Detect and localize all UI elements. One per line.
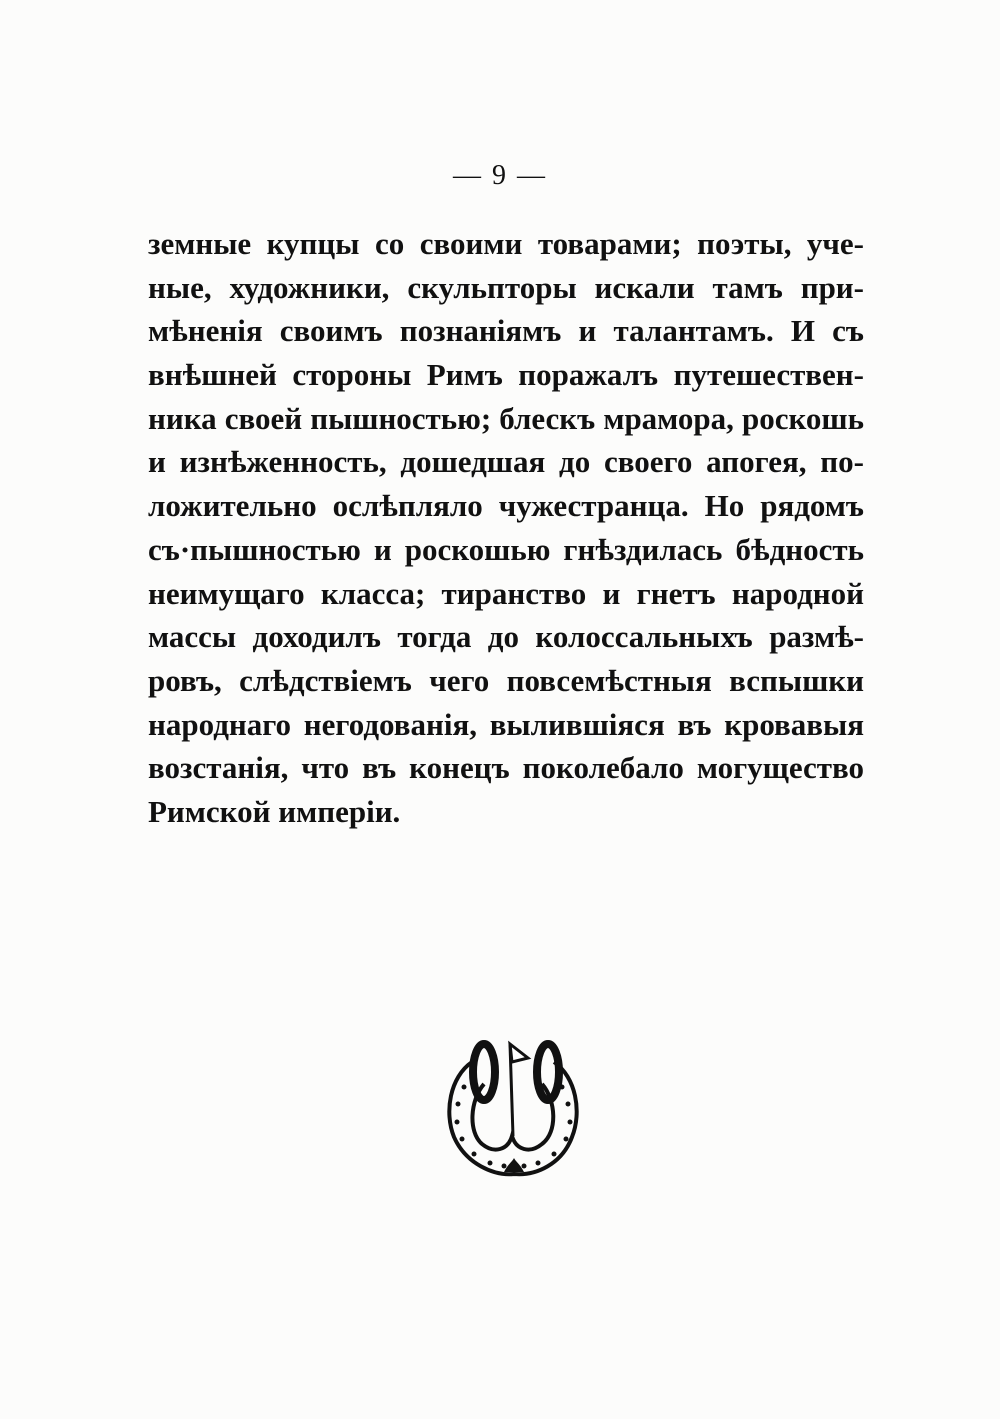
text-line: ные, художники, скульпторы искали тамъ при- — [148, 269, 864, 305]
text-line: мѣненія своимъ познаніямъ и талантамъ. И съ — [148, 313, 864, 349]
text-line: народнаго негодованія, вылившіяся въ кровавыя — [148, 706, 864, 742]
ornament-icon — [442, 1032, 584, 1178]
text-line: массы доходилъ тогда до колоссальныхъ размѣ- — [148, 619, 864, 655]
text-line: ника своей пышностью; блескъ мрамора, роскошь — [148, 400, 864, 436]
body-text — [148, 222, 864, 834]
text-line: и изнѣженность, дошедшая до своего апогея, по- — [148, 444, 864, 480]
text-line: ложительно ослѣпляло чужестранца. Но рядомъ — [148, 488, 864, 524]
text-line: неимущаго класса; тиранство и гнетъ народной — [148, 575, 864, 611]
text-line: возстанія, что въ конецъ поколебало могущество — [148, 750, 864, 786]
text-line: земные купцы со своими товарами; поэты, уче- — [148, 226, 864, 261]
page-number: — 9 — — [453, 160, 547, 191]
text-line: Римской имперіи. — [148, 793, 401, 829]
text-line: внѣшней стороны Римъ поражалъ путешествен- — [148, 357, 864, 393]
text-line: съ·пышностью и роскошью гнѣздилась бѣдность — [148, 531, 864, 567]
text-line: ровъ, слѣдствіемъ чего повсемѣстныя вспышки — [148, 662, 864, 698]
